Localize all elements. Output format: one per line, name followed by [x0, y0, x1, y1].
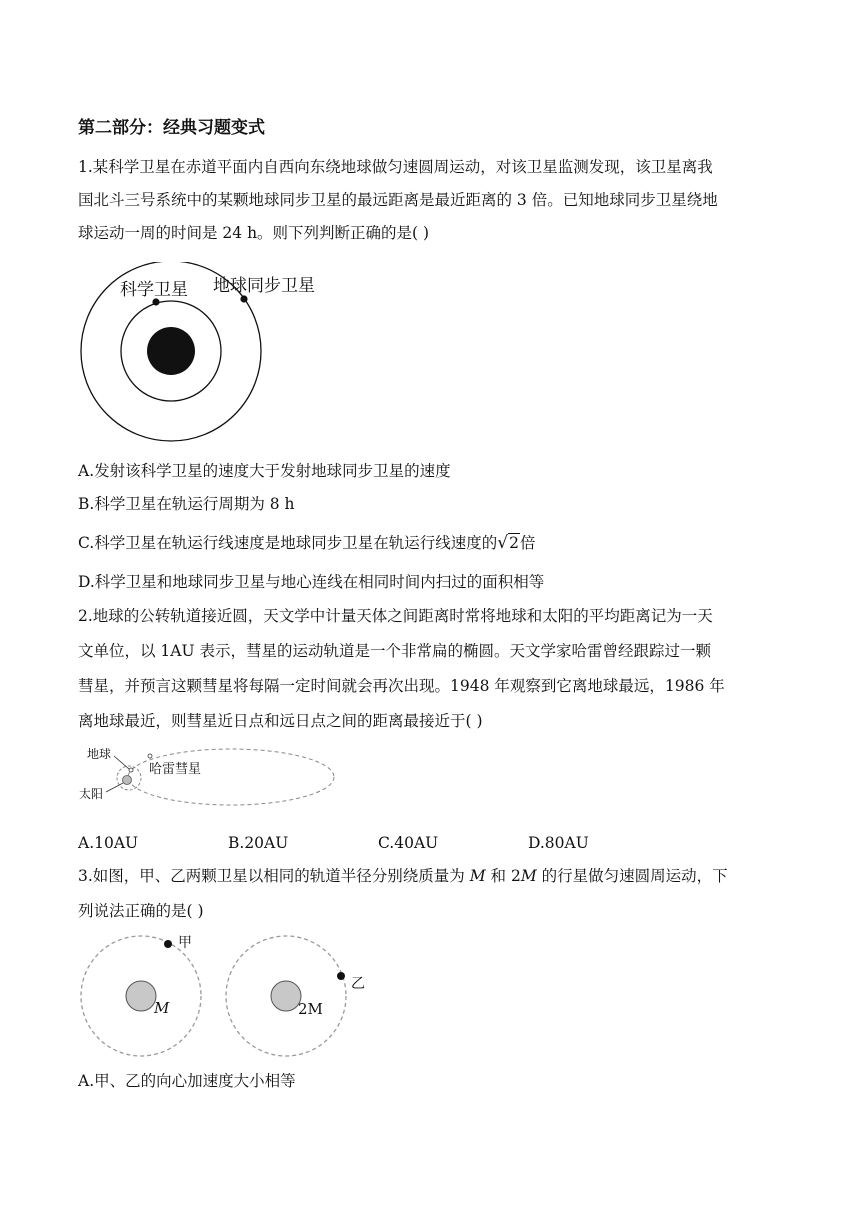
geo-satellite: [240, 295, 247, 302]
q1-option-b: B.科学卫星在轨运行周期为 8 h: [78, 495, 295, 513]
2m-label: 2M: [298, 1000, 323, 1018]
sun-pointer: [106, 783, 123, 792]
q1-option-c-text: C.科学卫星在轨运行线速度是地球同步卫星在轨运行线速度的: [78, 534, 498, 552]
q2-line-4: 离地球最近，则彗星近日点和远日点之间的距离最接近于( ): [78, 712, 483, 730]
comet-label: 哈雷彗星: [149, 762, 202, 777]
q2-option-c: C.40AU: [378, 834, 439, 852]
jia-label: 甲: [178, 935, 192, 951]
q1-option-c-suffix: 倍: [519, 534, 536, 552]
m-label: M: [154, 999, 170, 1017]
sci-label: 科学卫星: [120, 280, 188, 300]
comet-dot: [148, 754, 152, 758]
q2-option-d: D.80AU: [528, 834, 589, 852]
earth-dot: [129, 768, 133, 772]
yi-label: 乙: [351, 976, 365, 992]
q3-line-2: 列说法正确的是( ): [78, 902, 204, 920]
yi-satellite: [337, 972, 345, 980]
earth-disk: [147, 327, 195, 375]
q1-line-2: 国北斗三号系统中的某颗地球同步卫星的最远距离是最近距离的 3 倍。已知地球同步卫星绕地: [78, 191, 718, 209]
q2-line-1: 2.地球的公转轨道接近圆，天文学中计量天体之间距离时常将地球和太阳的平均距离记为一天: [78, 607, 713, 625]
earth-label: 地球: [87, 747, 112, 761]
comet-orbit: [128, 749, 334, 805]
q3-option-a: A.甲、乙的向心加速度大小相等: [78, 1072, 296, 1090]
q2-option-a: A.10AU: [78, 834, 139, 852]
q3-orbit-figure: [78, 930, 378, 1065]
q2-line-2: 文单位，以 1AU 表示，彗星的运动轨道是一个非常扁的椭圆。天文学家哈雷曾经跟踪过一颗: [78, 642, 711, 660]
earth-pointer: [114, 756, 129, 769]
q2-option-b: B.20AU: [228, 834, 289, 852]
q2-line-3: 彗星，并预言这颗彗星将每隔一定时间就会再次出现。1948 年观察到它离地球最远，1986 年: [78, 677, 725, 695]
q1-option-d: D.科学卫星和地球同步卫星与地心连线在相同时间内扫过的面积相等: [78, 573, 545, 591]
q3-line-1: 3.如图，甲、乙两颗卫星以相同的轨道半径分别绕质量为 M 和 2M 的行星做匀速圆周运动，下: [78, 867, 728, 885]
q1-line-3: 球运动一周的时间是 24 h。则下列判断正确的是( ): [78, 224, 430, 242]
q1-orbit-figure: [70, 262, 360, 452]
section-title: 第二部分：经典习题变式: [78, 118, 265, 138]
q1-line-1: 1.某科学卫星在赤道平面内自西向东绕地球做匀速圆周运动，对该卫星监测发现，该卫星离我: [78, 158, 713, 176]
sun-label: 太阳: [79, 787, 104, 801]
sqrt-symbol: √2: [497, 533, 519, 553]
q2-comet-figure: [76, 738, 336, 810]
planet-m: [126, 981, 156, 1011]
planet-2m: [271, 981, 301, 1011]
q1-option-a: A.发射该科学卫星的速度大于发射地球同步卫星的速度: [78, 462, 451, 480]
q1-option-c: [78, 533, 535, 553]
geo-label: 地球同步卫星: [213, 276, 315, 296]
sun-dot: [123, 776, 132, 785]
jia-satellite: [164, 940, 172, 948]
